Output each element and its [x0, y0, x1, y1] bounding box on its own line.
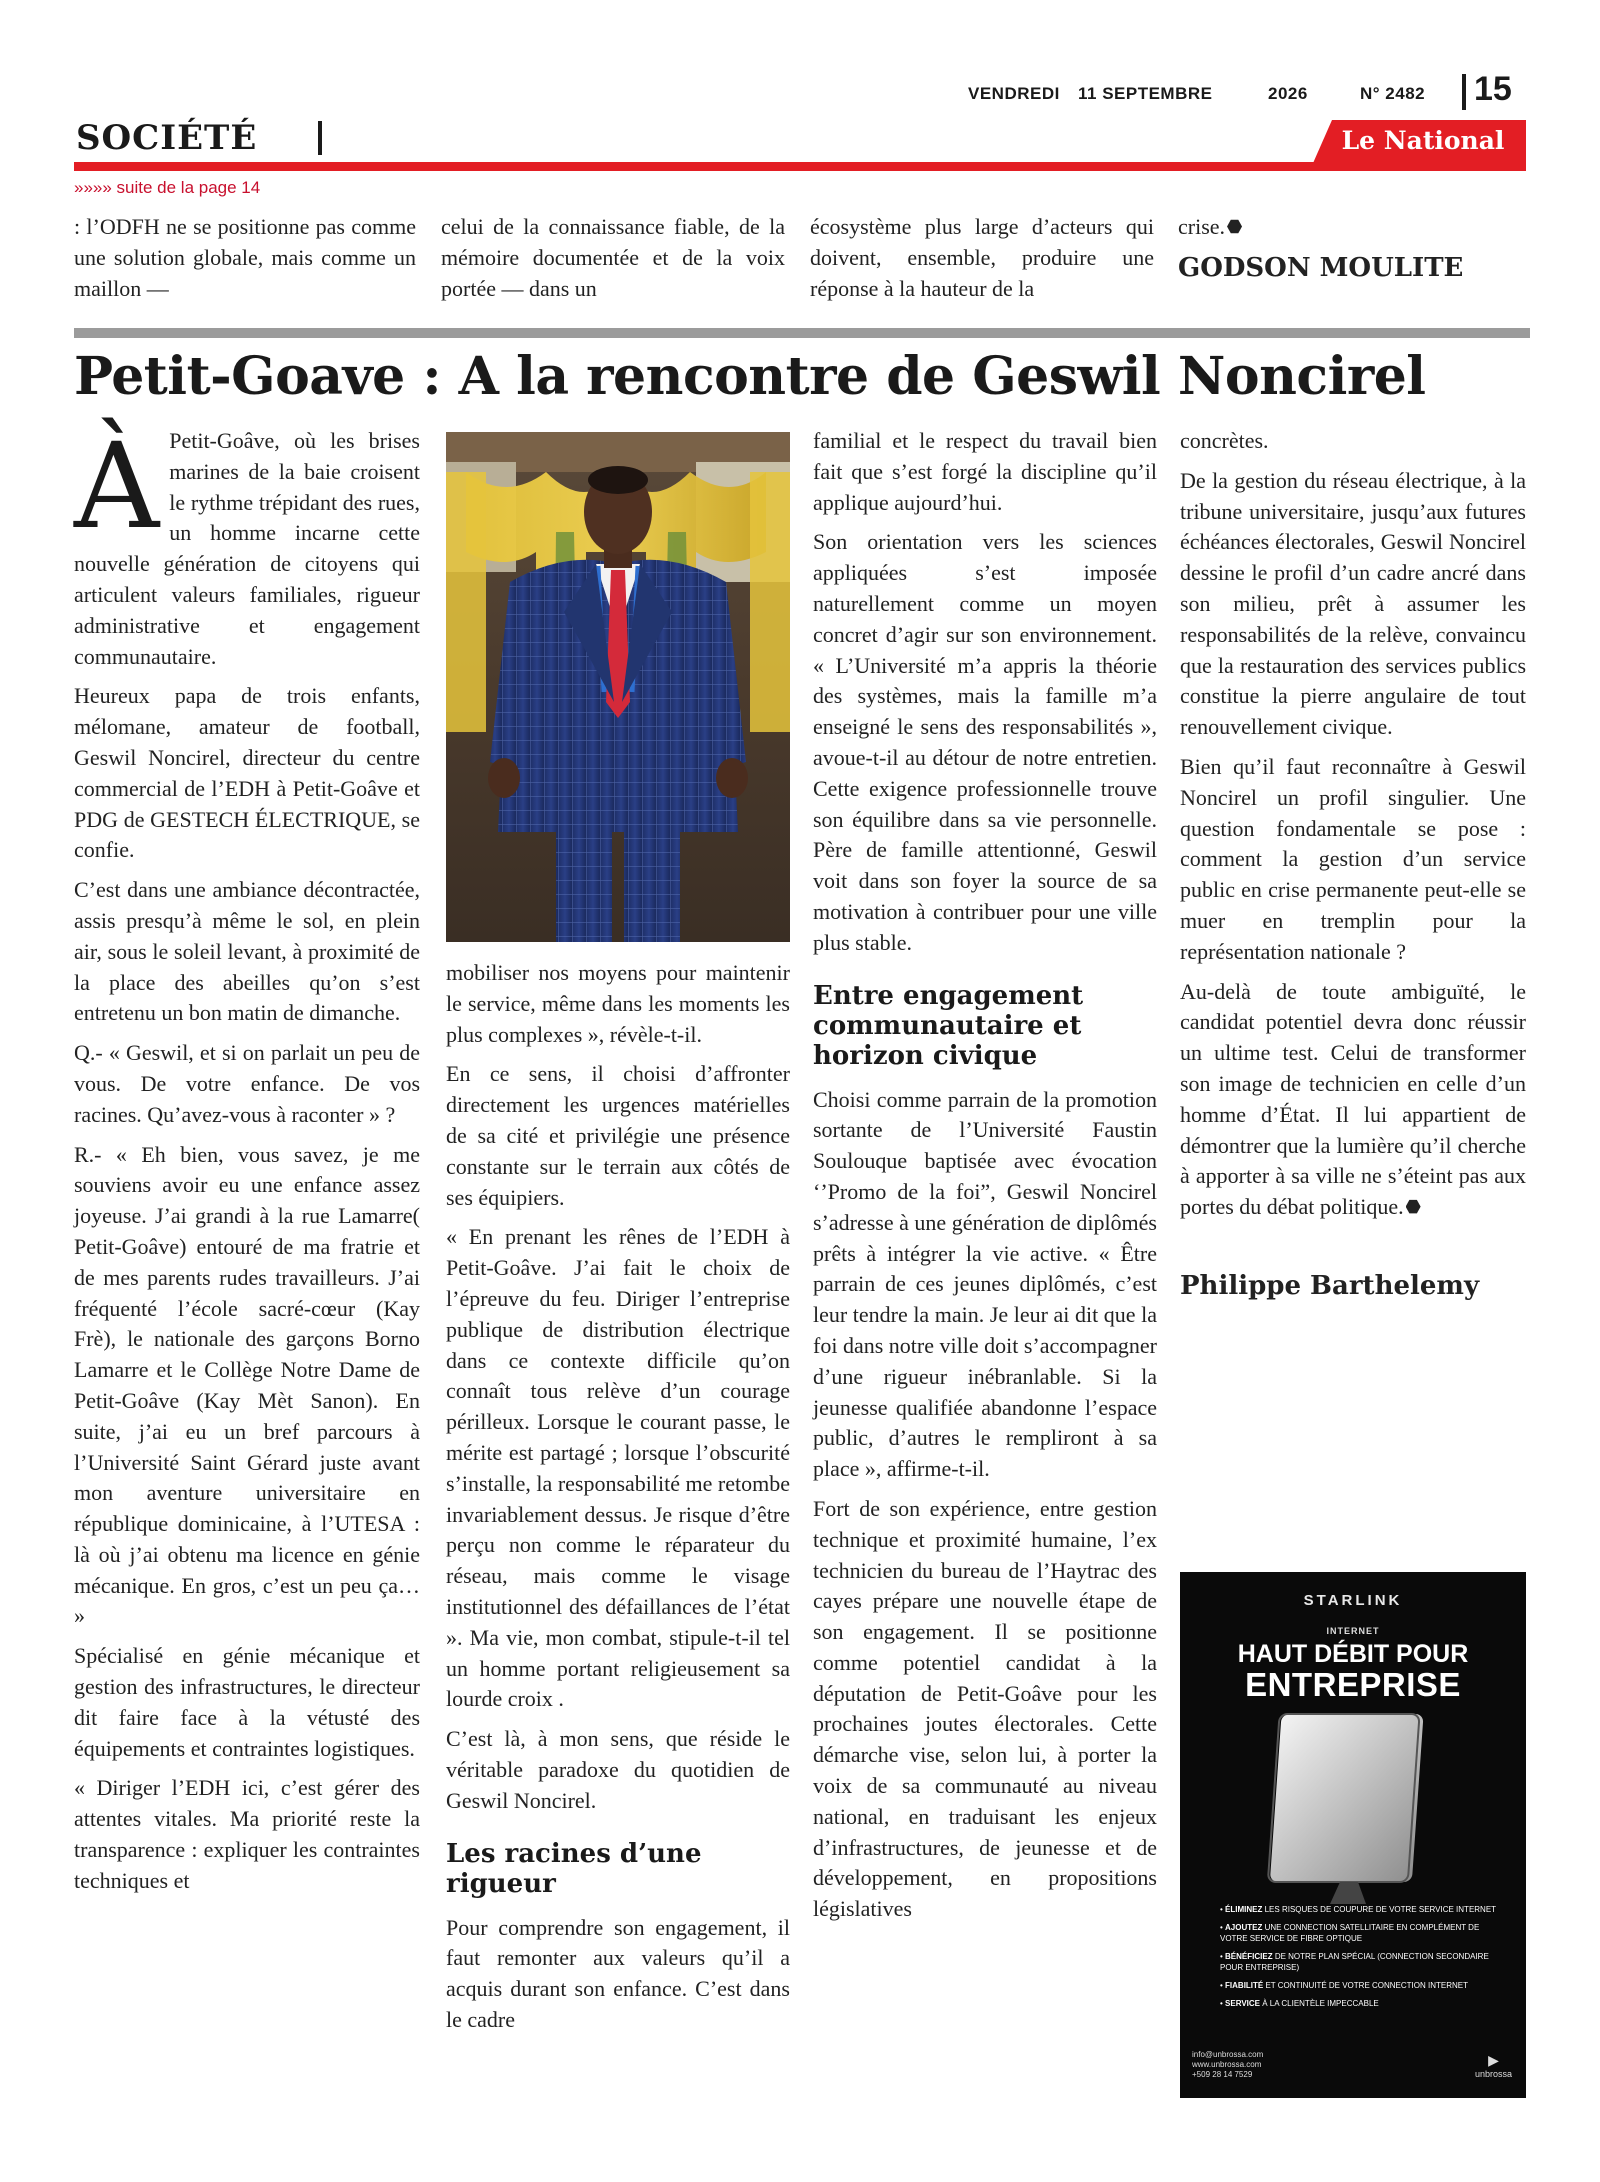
paragraph: Petit-Goâve, où les brises marines de la baie croisent le rythme trépidant des rues, un homme incarne cette nouvelle génération de citoyens qui articulent valeurs familiales, rigueur administrative et engagement communautaire. [74, 428, 420, 669]
issue-date: 11 SEPTEMBRE [1078, 84, 1213, 103]
dropcap: À [74, 417, 160, 555]
section-label: SOCIÉTÉ [76, 118, 258, 158]
interview-answer: R.- « Eh bien, vous savez, je me souviens avoir eu une enfance assez joyeuse. J’ai grandi à la rue Lamarre( Petit-Goâve) entouré de ma fratrie et de mes parents rudes travailleurs. J’ai fréquenté l’école sacré-cœur (Kay Frè), le nationale des garçons Borno Lamarre et le Collège Notre Dame de Petit-Goâve (Kay Mèt Sanon). En suite, j’ai eu un bref parcours à l’Université Saint Gérard juste avant mon aventure universitaire en république dominicaine, à l’UTESA : là où j’ai obtenu ma licence en génie mécanique. En gros, c’est un peu ça… » [74, 1141, 420, 1629]
end-mark-icon [1406, 1199, 1421, 1214]
article-separator [74, 328, 1530, 338]
ad-logo [1475, 2052, 1512, 2079]
paragraph: familial et le respect du travail bien fait que s’est forgé la discipline qu’il applique aujourd’hui. [813, 428, 1157, 515]
brand-name: Le National [1341, 126, 1505, 155]
quote-paragraph: « En prenant les rênes de l’EDH à Petit-Goâve. J’ai fait le choix de l’épreuve du feu. Diriger l’entreprise publique de distribution électrique dans ce contexte difficile qu’on connaît tous relève d’un courage périlleux. Lorsque le courant passe, le mérite est partagé ; lorsque l’obscurité s’installe, la responsabilité me retombe invariablement dessus. Je risque d’être perçu non comme le réparateur du réseau, mais comme le visage institutionnel des défaillances de l’état ». Ma vie, mon combat, stipule-t-il tel un homme portant religieusement sa lourde croix . [446, 1224, 790, 1712]
paragraph: Spécialisé en génie mécanique et gestion des infrastructures, le directeur dit faire face à la vétusté des équipements et contraintes logistiques. [74, 1643, 420, 1761]
ad-bullet: • SERVICE À LA CLIENTÈLE IMPECCABLE [1220, 1999, 1379, 2008]
section-divider [318, 121, 322, 155]
ad-bullet: • ÉLIMINEZ LES RISQUES DE COUPURE DE VOTRE SERVICE INTERNET [1220, 1905, 1497, 1914]
ad-email: info@unbrossa.com [1192, 2050, 1264, 2059]
ad-website: www.unbrossa.com [1192, 2060, 1262, 2069]
previous-article-author: GODSON MOULITE [1178, 252, 1464, 283]
ad-brand: STARLINK [1303, 1592, 1403, 1609]
article-column-1 [74, 417, 420, 1897]
previous-article-col3 [810, 212, 1154, 304]
issue-year: 2026 [1268, 84, 1308, 103]
play-icon: ▶ [1488, 2052, 1499, 2068]
page-number: 15 [1474, 70, 1512, 108]
advertisement[interactable] [1180, 1572, 1526, 2098]
paragraph: Son orientation vers les sciences appliquées s’est imposée naturellement comme un moyen concret d’agir sur son environnement. « L’Université m’a appris la théorie des systèmes, mais la famille m’a enseigné le sens des responsabilités », avoue-t-il au détour de notre entretien. Cette exigence professionnelle trouve son équilibre dans sa vie personnelle. Père de famille attentionné, Geswil voit dans son foyer la source de sa motivation à contribuer pour une ville plus stable. [813, 529, 1157, 955]
subheading: Les racines d’une rigueur [446, 1838, 702, 1899]
paragraph: Choisi comme parrain de la promotion sortante de l’Université Faustin Soulouque baptisée avec évocation ‘’Promo de la foi”, Geswil Noncirel s’adresse à une génération de diplômés prêts à intégrer la vie active. « Être parrain de ces jeunes diplômés, c’est leur tendre la main. Je leur ai dit que la foi dans notre ville doit s’accompagner d’une rigueur inébranlable. Si la jeunesse qualifiée abandonne l’espace public, d’autres le rempliront à sa place », affirme-t-il. [813, 1086, 1157, 1482]
article-column-4 [1180, 426, 1526, 1302]
ad-bullet: • FIABILITÉ ET CONTINUITÉ DE VOTRE CONNECTION INTERNET [1220, 1981, 1468, 1990]
ad-headline-1: HAUT DÉBIT POUR [1237, 1640, 1469, 1668]
end-mark-icon [1227, 219, 1242, 234]
header-divider [1462, 74, 1466, 110]
dish-icon [1220, 1708, 1486, 1908]
paragraph: En ce sens, il choisi d’affronter directement les urgences matérielles de sa cité et privilégie une présence constante sur le terrain aux côtés de ses équipiers. [446, 1061, 790, 1210]
ad-contact [1192, 2050, 1263, 2080]
paragraph: C’est dans une ambiance décontractée, assis presqu’à même le sol, en plein air, sous le soleil levant, à proximité de la place des abeilles qu’on s’est entretenu un bon matin de dimanche. [74, 877, 420, 1026]
ad-label: INTERNET [1326, 1626, 1380, 1636]
previous-article-col4 [1178, 212, 1526, 284]
previous-article-text: écosystème plus large d’acteurs qui doivent, ensemble, produire une réponse à la hauteur de la [810, 214, 1154, 301]
header-red-rule [74, 162, 1526, 171]
paragraph: Heureux papa de trois enfants, mélomane, amateur de football, Geswil Noncirel, directeur du centre commercial de l’EDH à Petit-Goâve et PDG de GESTECH ÉLECTRIQUE, se confie. [74, 683, 420, 863]
continued-from-label: »»»» suite de la page 14 [74, 178, 261, 197]
ad-logo-text: unbrossa [1474, 2069, 1512, 2079]
article-column-3 [813, 426, 1157, 1925]
ad-bullet-list [1220, 1904, 1500, 2016]
paragraph: « Diriger l’EDH ici, c’est gérer des attentes vitales. Ma priorité reste la transparence : expliquer les contraintes techniques et [74, 1775, 420, 1893]
previous-article-col1 [74, 212, 416, 304]
paragraph: De la gestion du réseau électrique, à la tribune universitaire, jusqu’aux futures échéances électorales, Geswil Noncirel dessine le profil d’un cadre ancré dans son milieu, prêt à assumer les responsabilités de la relève, convaincu que la restauration des services publics constitue la pierre angulaire de tout renouvellement civique. [1180, 467, 1526, 740]
ad-bullet: • BÉNÉFICIEZ DE NOTRE PLAN SPÉCIAL (CONNECTION SECONDAIRE POUR ENTREPRISE) [1220, 1952, 1489, 1972]
subheading: Entre engagement communautaire et horizon civique [813, 980, 1084, 1071]
ad-phone: +509 28 14 7529 [1192, 2070, 1253, 2079]
ad-bullet: • AJOUTEZ UNE CONNECTION SATELLITAIRE EN COMPLÉMENT DE VOTRE SERVICE DE FIBRE OPTIQUE [1220, 1923, 1480, 1943]
paragraph: Pour comprendre son engagement, il faut remonter aux valeurs qu’il a acquis durant son enfance. C’est dans le cadre [446, 1914, 790, 2032]
article-author: Philippe Barthelemy [1180, 1270, 1480, 1301]
previous-article-col2 [441, 212, 785, 304]
paragraph: mobiliser nos moyens pour maintenir le service, même dans les moments les plus complexes », révèle-t-il. [446, 960, 790, 1047]
article-column-2 [446, 958, 790, 2036]
paragraph: Fort de son expérience, entre gestion technique et proximité humaine, l’ex technicien du bureau de l’Haytrac des cayes prépare une nouvelle étape de son engagement. Il se positionne comme potentiel candidat à la députation de Petit-Goâve pour les prochaines joutes électorales. Cette démarche vise, selon lui, à porter la voix de sa communauté au niveau national, en traduisant les enjeux d’infrastructures, de jeunesse et de développement, en propositions législatives [813, 1495, 1157, 1922]
article-headline: Petit-Goave : A la rencontre de Geswil Noncirel [74, 346, 1426, 407]
previous-article-text: crise. [1178, 214, 1226, 239]
issue-day: VENDREDI [968, 84, 1060, 103]
paragraph: C’est là, à mon sens, que réside le véritable paradoxe du quotidien de Geswil Noncirel. [446, 1726, 790, 1813]
paragraph: Bien qu’il faut reconnaître à Geswil Noncirel un profil singulier. Une question fondamentale se pose : comment la gestion d’un service public en crise permanente peut-elle se muer en tremplin pour la représentation nationale ? [1180, 753, 1526, 964]
paragraph: Au-delà de toute ambiguïté, le candidat potentiel devra donc réussir un ultime test. Celui de transformer son image de technicien en celle d’un homme d’État. Il lui appartient de démontrer que la lumière qu’il cherche à apporter à sa ville ne s’éteint pas aux portes du débat politique. [1180, 978, 1526, 1220]
ad-headline-2: ENTREPRISE [1245, 1666, 1461, 1703]
paragraph: concrètes. [1180, 428, 1269, 453]
portrait-photo [446, 432, 790, 942]
interview-question: Q.- « Geswil, et si on parlait un peu de vous. De votre enfance. De vos racines. Qu’avez-vous à raconter » ? [74, 1040, 420, 1127]
previous-article-text: celui de la connaissance fiable, de la mémoire documentée et de la voix portée — dans un [441, 214, 785, 301]
issue-number: N° 2482 [1360, 84, 1426, 103]
previous-article-text: : l’ODFH ne se positionne pas comme une solution globale, mais comme un maillon — [74, 214, 416, 301]
